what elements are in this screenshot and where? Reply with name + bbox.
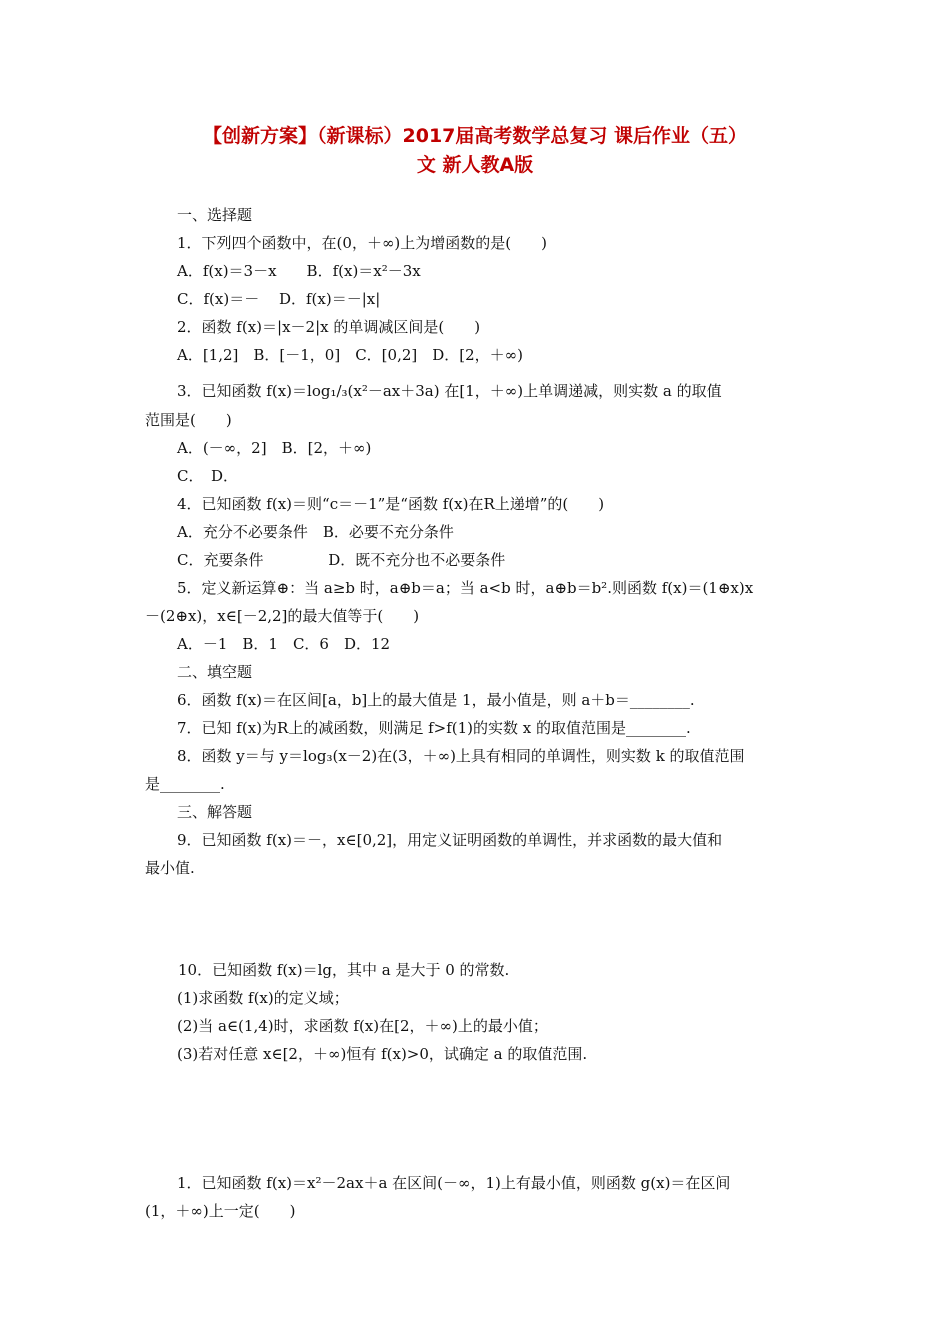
question-8-cont: 是________. (145, 775, 225, 793)
q4-options-ab: A．充分不必要条件 B．必要不充分条件 (177, 523, 454, 541)
question-5: 5．定义新运算⊕：当 a≥b 时，a⊕b＝a；当 a<b 时，a⊕b＝b².则函数 f(x)＝(1⊕x)x (177, 579, 754, 597)
q4-options-cd: C．充要条件 D．既不充分也不必要条件 (177, 551, 506, 569)
question-2: 2．函数 f(x)＝|x－2|x 的单调减区间是( ) (177, 318, 481, 336)
question-7: 7．已知 f(x)为R上的减函数，则满足 f>f(1)的实数 x 的取值范围是________. (177, 719, 691, 737)
question-3-cont: 范围是( ) (145, 411, 232, 429)
question-4: 4．已知函数 f(x)＝则“c＝－1”是“函数 f(x)在R上递增”的( ) (177, 495, 605, 513)
q10-part-1: (1)求函数 f(x)的定义域； (177, 989, 349, 1007)
question-5-cont: －(2⊕x)，x∈[－2,2]的最大值等于( ) (145, 607, 420, 625)
title-line-2: 文 新人教A版 (416, 154, 534, 176)
title-line-1: 【创新方案】（新课标）2017届高考数学总复习 课后作业（五） (203, 125, 747, 147)
q2-options: A．[1,2] B．[－1，0] C．[0,2] D．[2，＋∞) (177, 346, 524, 364)
q10-part-3: (3)若对任意 x∈[2，＋∞)恒有 f(x)>0，试确定 a 的取值范围. (177, 1045, 588, 1063)
question-6: 6．函数 f(x)＝在区间[a，b]上的最大值是 1，最小值是，则 a＋b＝________. (177, 691, 695, 709)
q1-options-cd: C．f(x)＝－ D．f(x)＝－|x| (177, 290, 381, 308)
question-9-cont: 最小值. (145, 859, 195, 877)
question-3: 3．已知函数 f(x)＝log₁/₃(x²－ax＋3a) 在[1，＋∞)上单调递减，则实数 a 的取值 (177, 382, 722, 400)
section-heading-fill: 二、填空题 (177, 663, 253, 681)
section-heading-solve: 三、解答题 (177, 803, 253, 821)
section-heading-choice: 一、选择题 (177, 206, 253, 224)
question-8: 8．函数 y＝与 y＝log₃(x－2)在(3，＋∞)上具有相同的单调性，则实数 k 的取值范围 (177, 747, 745, 765)
question-9: 9．已知函数 f(x)＝－，x∈[0,2]，用定义证明函数的单调性，并求函数的最大值和 (177, 831, 723, 849)
q5-options: A．－1 B．1 C．6 D．12 (177, 635, 391, 653)
q3-options-ab: A．(－∞，2] B．[2，＋∞) (177, 439, 372, 457)
q10-part-2: (2)当 a∈(1,4)时，求函数 f(x)在[2，＋∞)上的最小值； (177, 1017, 548, 1035)
q3-options-cd: C． D． (177, 467, 239, 485)
question-10: 10．已知函数 f(x)＝lg，其中 a 是大于 0 的常数. (178, 961, 510, 979)
q1-options-ab: A．f(x)＝3－x B．f(x)＝x²－3x (177, 262, 421, 280)
question-b1-cont: (1，＋∞)上一定( ) (145, 1202, 296, 1220)
question-1: 1．下列四个函数中，在(0，＋∞)上为增函数的是( ) (177, 234, 547, 252)
question-b1: 1．已知函数 f(x)＝x²－2ax＋a 在区间(－∞，1)上有最小值，则函数 g(x)＝在区间 (177, 1174, 731, 1192)
